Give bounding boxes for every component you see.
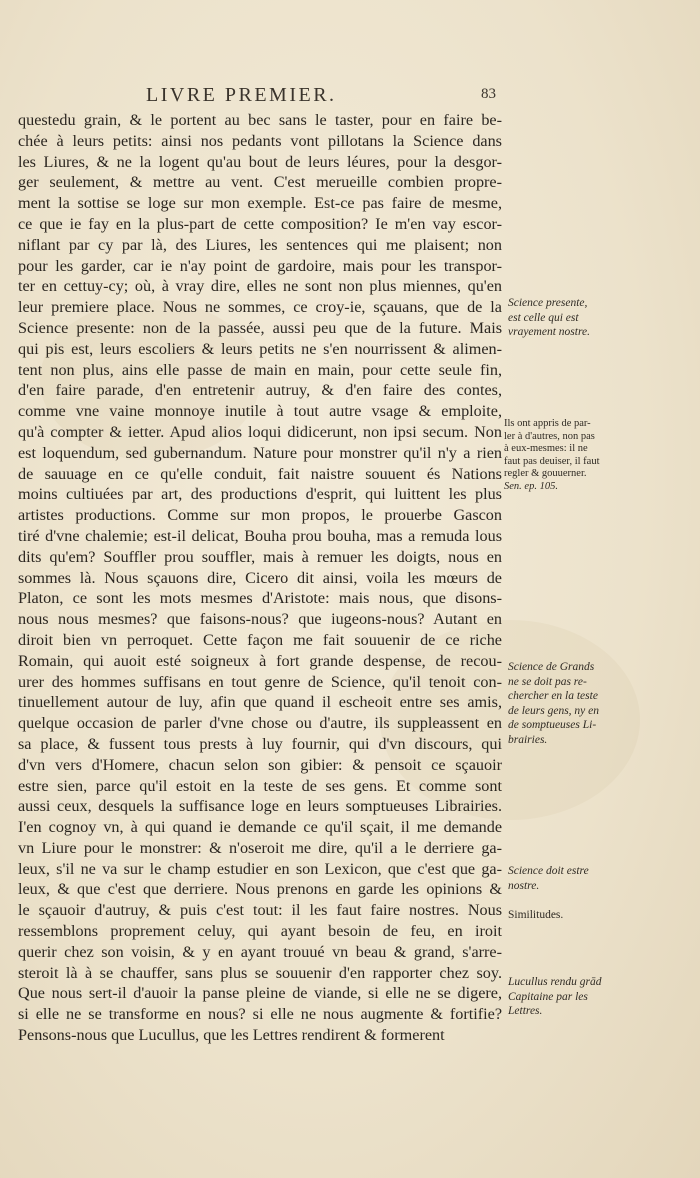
- text-line: ressemblons proprement celuy, qui ayant besoin de feu, en iroit: [18, 922, 502, 941]
- margin-note-line: Similitudes.: [508, 909, 564, 921]
- text-line: leur premiere place. Nous ne sommes, ce croy-ie, sçauans, que de la: [18, 298, 502, 317]
- page-number: 83: [481, 86, 496, 102]
- margin-note-line: Ils ont appris de par-: [504, 418, 591, 429]
- text-line: artistes productions. Comme sur mon propos, le prouerbe Gascon: [18, 506, 502, 525]
- text-line: leux, & que c'est que derriere. Nous prenons en garde les opinions &: [18, 880, 502, 899]
- margin-note-line: ler à d'autres, non pas: [504, 430, 595, 442]
- text-line: urer des hommes suffisans en tout genre de Science, qu'il tenoit con-: [18, 672, 502, 691]
- text-line: Platon, ce sont les mots mesmes d'Aristote: mais nous, que disons-: [18, 589, 502, 608]
- margin-note-line: Science doit estre: [508, 865, 589, 877]
- text-line: le sçauoir d'autruy, & puis c'est tout: il les faut faire nostres. Nous: [18, 901, 502, 920]
- text-line: tinuellement autour de luy, afin que quand il escheoit entre ses amis,: [18, 693, 502, 712]
- margin-note-line: à eux-mesmes: il ne: [504, 443, 588, 455]
- text-line: d'vn vers d'Homere, chacun selon son gibier: & pensoit ce sçauoir: [18, 755, 502, 774]
- text-line: steroit là à se chauffer, sans plus se souuenir d'en rapporter chez soy.: [18, 963, 502, 982]
- text-line: ter en cettuy-cy; où, à vray dire, elles ne sont non plus miennes, qu'en: [18, 277, 502, 296]
- text-line: ce que ie fay en la plus-part de cette composition? Ie m'en vay escor-: [18, 214, 502, 233]
- text-line: dits qu'em? Souffler prou souffler, mais à remuer les doigts, nous en: [18, 547, 502, 566]
- text-line: Que nous sert-il d'auoir la panse pleine de viande, si elle ne se digere,: [18, 984, 502, 1003]
- text-line: questedu grain, & le portent au bec sans le taster, pour en faire be-: [18, 111, 502, 129]
- margin-note-line: est celle qui est: [508, 311, 579, 324]
- text-line: I'en cognoy vn, à qui quand ie demande ce qu'il sçait, il me demande: [18, 818, 502, 837]
- text-line: pour les garder, car ie n'ay point de gardoire, mais pour les transpor-: [18, 256, 502, 275]
- margin-note-line: brairies.: [508, 733, 548, 746]
- text-line: comme vne vaine monnoye inutile à tout autre vsage & emploite,: [18, 402, 502, 421]
- margin-note-line: de leurs gens, ny en: [508, 704, 600, 717]
- text-line: tiré d'vne chalemie; est-il delicat, Bouha prou bouha, mas a remuda lous: [18, 526, 502, 545]
- text-line: sa place, & fussent tous prests à luy fournir, qui d'vn discours, qui: [18, 734, 502, 753]
- margin-note-line: regler & gouuerner.: [504, 468, 587, 480]
- text-line: d'en faire parade, d'en entretenir autruy, & d'en faire des contes,: [18, 381, 502, 400]
- text-line: moins cultiuées par art, des productions d'esprit, qui luittent les plus: [18, 485, 502, 504]
- margin-note-line: chercher en la teste: [508, 690, 598, 703]
- text-line: ger seulement, & mettre au vent. C'est merueille combien propre-: [18, 173, 502, 192]
- text-line: sommes là. Nous sçauons dire, Cicero dit ainsi, voila les mœurs de: [18, 568, 502, 587]
- text-line: Science presente: non de la passée, aussi peu que de la future. Mais: [18, 318, 502, 337]
- margin-note-line: vrayement nostre.: [508, 326, 590, 339]
- margin-note-line: faut pas deuiser, il faut: [504, 455, 600, 467]
- margin-note-apris-de-parler: [504, 418, 690, 494]
- text-line: nous nous mesmes? que faisons-nous? que iugeons-nous? Autant en: [18, 610, 502, 629]
- margin-note-lucullus: [508, 975, 694, 1019]
- text-line: estre sien, parce qu'il estoit en la teste de ses gens. Et comme sont: [18, 776, 502, 795]
- margin-note-line: Sen. ep. 105.: [504, 480, 558, 492]
- text-line: Pensons-nous que Lucullus, que les Lettres rendirent & formerent: [18, 1026, 445, 1045]
- margin-note-science-presente: [508, 296, 694, 340]
- text-line: niflant par cy par là, des Liures, les sentences qui me plaisent; non: [18, 235, 502, 254]
- text-line: querir chez son voisin, & y en ayant trouué vn beau & grand, s'arre-: [18, 942, 502, 961]
- text-line: Romain, qui auoit esté soigneux à fort grande despense, de recou-: [18, 651, 502, 670]
- body-text: [18, 110, 502, 1046]
- text-line: vn Liure pour le monstrer: & n'oseroit me dire, qu'il a le derriere ga-: [18, 838, 502, 857]
- text-line: diroit bien vn perroquet. Cette façon me fait souuenir de ce riche: [18, 630, 502, 649]
- text-line: tent non plus, ains elle passe de main en main, pour cette seule fin,: [18, 360, 502, 379]
- margin-note-line: Science de Grands: [508, 661, 595, 673]
- text-line: ment la sottise se loge sur mon exemple. Est-ce pas faire de mesme,: [18, 194, 502, 213]
- text-line: leux, s'il ne va sur le champ estudier en son Lexicon, que c'est que ga-: [18, 859, 502, 878]
- margin-note-line: nostre.: [508, 879, 540, 892]
- margin-note-similitudes: [508, 908, 694, 923]
- text-line: qui pis est, leurs escoliers & leurs petits ne s'en nourrissent & alimen-: [18, 339, 502, 358]
- margin-note-science-nostre: [508, 864, 694, 893]
- margin-note-line: Capitaine par les: [508, 990, 588, 1003]
- margin-note-line: Science presente,: [508, 297, 588, 309]
- text-line: aussi ceux, desquels la suffisance loge en leurs somptueuses Librairies.: [18, 797, 502, 816]
- margin-note-science-de-grands: [508, 660, 694, 748]
- text-line: quelque occasion de parler d'vne chose ou d'autre, ils suppleassent en: [18, 714, 502, 733]
- margin-note-line: de somptueuses Li-: [508, 719, 597, 732]
- text-line: si elle ne se transforme en nous? si elle ne nous augmente & fortifie?: [18, 1005, 502, 1024]
- text-line: de sauuage en ce qu'elle conduit, fait naistre souuent és Nations: [18, 464, 502, 483]
- text-line: les Liures, & ne la logent qu'au bout de leurs léures, pour la desgor-: [18, 152, 502, 171]
- margin-note-line: ne se doit pas re-: [508, 675, 587, 688]
- margin-note-line: Lettres.: [508, 1005, 543, 1018]
- text-line: chée à leurs petits: ainsi nos pedants vont pillotans la Science dans: [18, 131, 502, 150]
- text-line: est loquendum, sed gubernandum. Nature pour monstrer qu'il n'y a rien: [18, 443, 502, 462]
- text-line: qu'à compter & ietter. Apud alios loqui didicerunt, non ipsi secum. Non: [18, 422, 502, 441]
- running-title: LIVRE PREMIER.: [146, 84, 337, 106]
- margin-note-line: Lucullus rendu grād: [508, 976, 602, 988]
